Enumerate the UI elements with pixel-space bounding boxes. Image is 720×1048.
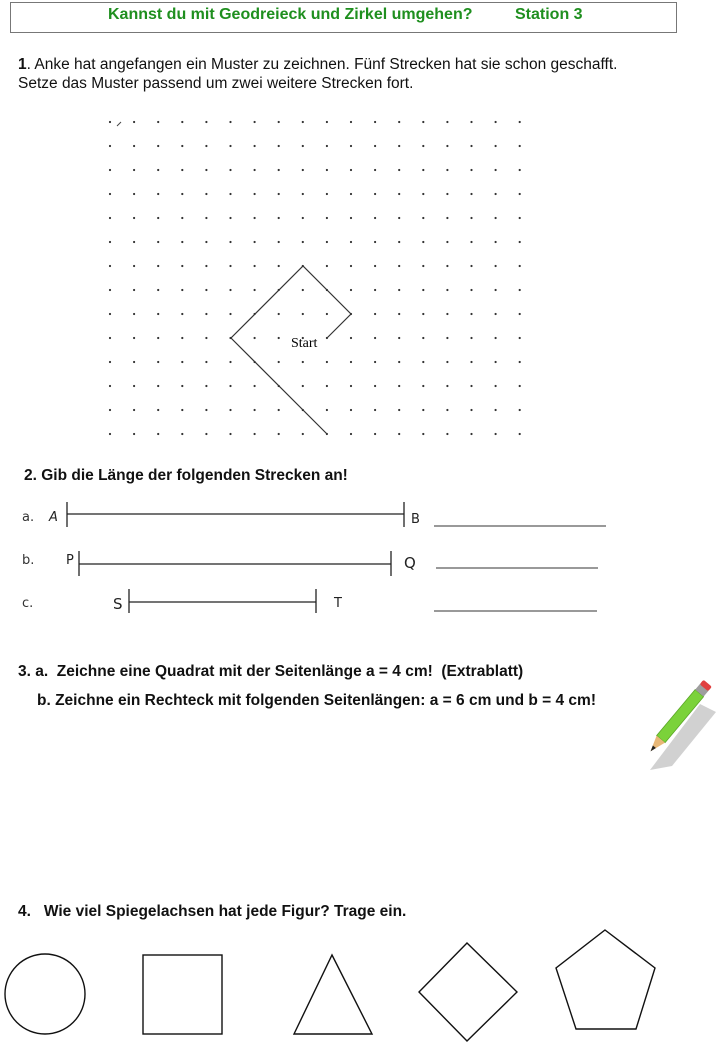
- grid-dot: [374, 193, 376, 195]
- grid-dot: [326, 145, 328, 147]
- grid-dot: [350, 145, 352, 147]
- grid-dot: [133, 193, 135, 195]
- grid-dot: [205, 217, 207, 219]
- grid-dot: [446, 361, 448, 363]
- grid-dot: [350, 361, 352, 363]
- segment-a: [67, 502, 404, 527]
- grid-dot: [205, 289, 207, 291]
- grid-dot: [470, 385, 472, 387]
- grid-dot: [374, 313, 376, 315]
- grid-dot: [229, 217, 231, 219]
- grid-dot: [519, 265, 521, 267]
- grid-dot: [254, 289, 256, 291]
- grid-dot: [350, 409, 352, 411]
- grid-dot: [326, 313, 328, 315]
- grid-dot: [157, 217, 159, 219]
- grid-dot: [157, 409, 159, 411]
- grid-dot: [109, 337, 111, 339]
- point-t-label: T: [334, 596, 342, 611]
- grid-dot: [109, 241, 111, 243]
- grid-dot: [109, 145, 111, 147]
- grid-dot: [181, 217, 183, 219]
- grid-dot: [350, 121, 352, 123]
- grid-dot: [181, 169, 183, 171]
- grid-dot: [495, 361, 497, 363]
- grid-dot: [350, 217, 352, 219]
- grid-dot: [470, 217, 472, 219]
- grid-dot: [326, 169, 328, 171]
- grid-dot: [229, 265, 231, 267]
- grid-dot: [302, 313, 304, 315]
- grid-dot: [181, 193, 183, 195]
- grid-dot: [374, 337, 376, 339]
- grid-dot: [133, 409, 135, 411]
- grid-dot: [326, 385, 328, 387]
- grid-dot: [350, 241, 352, 243]
- grid-dot: [422, 409, 424, 411]
- grid-dot: [181, 409, 183, 411]
- grid-dot: [326, 361, 328, 363]
- grid-dot: [157, 145, 159, 147]
- grid-dot: [157, 265, 159, 267]
- grid-dot: [109, 385, 111, 387]
- grid-dot: [374, 409, 376, 411]
- grid-dot: [205, 361, 207, 363]
- grid-dot: [229, 361, 231, 363]
- point-a-label: A: [49, 510, 58, 525]
- grid-dot: [302, 193, 304, 195]
- grid-dot: [133, 385, 135, 387]
- grid-dot: [205, 313, 207, 315]
- grid-dot: [470, 241, 472, 243]
- grid-dot: [157, 169, 159, 171]
- grid-dot: [133, 241, 135, 243]
- segment-a-item: a.: [22, 510, 35, 525]
- grid-dot: [398, 241, 400, 243]
- grid-dot: [205, 169, 207, 171]
- grid-dot: [350, 169, 352, 171]
- grid-dot: [446, 217, 448, 219]
- grid-dot: [422, 121, 424, 123]
- worksheet-title: Kannst du mit Geodreieck und Zirkel umgehen?: [108, 6, 473, 23]
- grid-dot: [519, 313, 521, 315]
- grid-dot: [470, 433, 472, 435]
- station-label: Station 3: [515, 6, 583, 23]
- grid-dot: [422, 313, 424, 315]
- grid-dot: [374, 241, 376, 243]
- grid-dot: [422, 193, 424, 195]
- grid-dot: [302, 361, 304, 363]
- grid-dot: [326, 241, 328, 243]
- grid-dot: [422, 169, 424, 171]
- grid-dot: [446, 193, 448, 195]
- grid-dot: [398, 409, 400, 411]
- task1-number: 1: [18, 56, 27, 73]
- grid-dot: [302, 241, 304, 243]
- segment-b-item: b.: [22, 553, 35, 568]
- grid-dot: [350, 265, 352, 267]
- grid-dot: [398, 361, 400, 363]
- grid-dot: [470, 145, 472, 147]
- grid-dot: [278, 193, 280, 195]
- shape-circle: [5, 954, 85, 1034]
- grid-dot: [302, 145, 304, 147]
- grid-dot: [495, 121, 497, 123]
- grid-dot: [470, 313, 472, 315]
- grid-dot: [254, 121, 256, 123]
- grid-dot: [157, 433, 159, 435]
- grid-dot: [109, 361, 111, 363]
- grid-dot: [398, 193, 400, 195]
- segment-c-item: c.: [22, 596, 34, 611]
- grid-dot: [495, 409, 497, 411]
- point-s-label: S: [113, 595, 123, 613]
- grid-dot: [278, 145, 280, 147]
- grid-dot: [495, 193, 497, 195]
- grid-dot: [133, 313, 135, 315]
- grid-dot: [229, 169, 231, 171]
- grid-dot: [133, 265, 135, 267]
- grid-dot: [470, 409, 472, 411]
- grid-dot: [350, 385, 352, 387]
- grid-dot: [398, 385, 400, 387]
- grid-dot: [495, 289, 497, 291]
- grid-dot: [133, 289, 135, 291]
- point-q-label: Q: [404, 554, 416, 572]
- task3b-text: b. Zeichne ein Rechteck mit folgenden Seitenlängen: a = 6 cm und b = 4 cm!: [37, 692, 596, 709]
- grid-dot: [422, 337, 424, 339]
- grid-dot: [350, 193, 352, 195]
- grid-dot: [470, 265, 472, 267]
- grid-dot: [157, 289, 159, 291]
- grid-dot: [398, 313, 400, 315]
- grid-dot: [326, 217, 328, 219]
- grid-dot: [278, 361, 280, 363]
- shape-square: [143, 955, 222, 1034]
- grid-dot: [302, 289, 304, 291]
- pencil-icon: [646, 680, 716, 770]
- grid-dot: [205, 337, 207, 339]
- grid-dot: [519, 193, 521, 195]
- grid-dot: [398, 337, 400, 339]
- grid-dot: [422, 433, 424, 435]
- grid-dot: [495, 145, 497, 147]
- grid-dot: [302, 169, 304, 171]
- grid-dot: [157, 313, 159, 315]
- grid-dot: [254, 337, 256, 339]
- grid-dot: [446, 289, 448, 291]
- grid-dot: [278, 265, 280, 267]
- grid-dot: [495, 337, 497, 339]
- grid-dot: [422, 145, 424, 147]
- grid-dot: [205, 121, 207, 123]
- grid-dot: [181, 145, 183, 147]
- grid-dot: [470, 169, 472, 171]
- grid-dot: [374, 289, 376, 291]
- grid-dot: [446, 241, 448, 243]
- task1-instruction: . Anke hat angefangen ein Muster zu zeichnen. Fünf Strecken hat sie schon geschafft. Setze das Muster passend um zwei weitere Strecken fort.: [18, 56, 618, 92]
- grid-dot: [302, 385, 304, 387]
- grid-dot: [181, 337, 183, 339]
- grid-dot: [398, 217, 400, 219]
- grid-dot: [374, 169, 376, 171]
- grid-dot: [495, 313, 497, 315]
- grid-dot: [446, 409, 448, 411]
- grid-dot: [519, 121, 521, 123]
- grid-dot: [446, 145, 448, 147]
- grid-dot: [254, 265, 256, 267]
- grid-dot: [205, 193, 207, 195]
- grid-dot: [157, 193, 159, 195]
- grid-dot: [254, 217, 256, 219]
- grid-dot: [374, 361, 376, 363]
- grid-dot: [205, 409, 207, 411]
- grid-dot: [205, 265, 207, 267]
- grid-dot: [229, 313, 231, 315]
- grid-dot: [398, 289, 400, 291]
- grid-dot: [229, 145, 231, 147]
- grid-dot: [495, 241, 497, 243]
- grid-dot: [157, 241, 159, 243]
- grid-dot: [254, 433, 256, 435]
- grid-dot: [278, 121, 280, 123]
- grid-dot: [422, 217, 424, 219]
- grid-dot: [470, 337, 472, 339]
- grid-dot: [470, 121, 472, 123]
- grid-dot: [157, 337, 159, 339]
- task4-heading: 4. Wie viel Spiegelachsen hat jede Figur? Trage ein.: [18, 903, 407, 920]
- grid-dot: [350, 337, 352, 339]
- grid-dot: [519, 385, 521, 387]
- shape-pentagon: [556, 930, 655, 1029]
- grid-dot: [109, 169, 111, 171]
- grid-dot: [446, 169, 448, 171]
- grid-dot: [519, 169, 521, 171]
- grid-dot: [398, 265, 400, 267]
- grid-dot: [446, 433, 448, 435]
- grid-dot: [181, 385, 183, 387]
- grid-dot: [278, 169, 280, 171]
- grid-dot: [157, 361, 159, 363]
- grid-dot: [495, 217, 497, 219]
- grid-dot: [133, 361, 135, 363]
- grid-dot: [229, 433, 231, 435]
- grid-dot: [133, 217, 135, 219]
- grid-dot: [254, 385, 256, 387]
- grid-dot: [181, 241, 183, 243]
- grid-dot: [181, 313, 183, 315]
- grid-dot: [181, 121, 183, 123]
- grid-dot: [205, 385, 207, 387]
- grid-dot: [302, 217, 304, 219]
- grid-dot: [326, 409, 328, 411]
- grid-dot: [205, 433, 207, 435]
- grid-dot: [254, 241, 256, 243]
- grid-dot: [470, 289, 472, 291]
- segment-c: [129, 589, 316, 613]
- grid-dot: [519, 289, 521, 291]
- shape-triangle: [294, 955, 372, 1034]
- grid-dot: [446, 385, 448, 387]
- grid-dot: [181, 361, 183, 363]
- task2-heading: 2. Gib die Länge der folgenden Strecken an!: [24, 467, 348, 484]
- grid-dot: [133, 145, 135, 147]
- grid-dot: [374, 385, 376, 387]
- grid-dot: [109, 289, 111, 291]
- grid-dot: [133, 433, 135, 435]
- grid-dot: [422, 385, 424, 387]
- grid-dot: [157, 121, 159, 123]
- grid-dot: [254, 145, 256, 147]
- grid-dot: [422, 265, 424, 267]
- grid-dot: [181, 289, 183, 291]
- grid-dot: [254, 193, 256, 195]
- grid-dot: [205, 145, 207, 147]
- task3a-text: 3. a. Zeichne eine Quadrat mit der Seitenlänge a = 4 cm! (Extrablatt): [18, 663, 524, 680]
- grid-dot: [495, 433, 497, 435]
- grid-dot: [278, 337, 280, 339]
- grid-dot: [350, 433, 352, 435]
- grid-dot: [374, 433, 376, 435]
- grid-dot: [519, 361, 521, 363]
- grid-dot: [519, 145, 521, 147]
- grid-dot: [109, 409, 111, 411]
- grid-dot: [109, 265, 111, 267]
- grid-dot: [133, 337, 135, 339]
- grid-dot: [302, 121, 304, 123]
- grid-dot: [109, 313, 111, 315]
- start-label: Start: [291, 336, 318, 351]
- grid-dot: [109, 217, 111, 219]
- grid-dot: [374, 121, 376, 123]
- grid-dot: [519, 241, 521, 243]
- grid-dot: [470, 361, 472, 363]
- point-p-label: P: [66, 553, 74, 568]
- grid-dot: [326, 265, 328, 267]
- stray-mark: [117, 122, 121, 126]
- grid-dot: [326, 193, 328, 195]
- grid-dot: [422, 241, 424, 243]
- grid-dot: [374, 145, 376, 147]
- grid-dot: [398, 169, 400, 171]
- grid-dot: [422, 361, 424, 363]
- grid-dot: [229, 289, 231, 291]
- grid-dot: [229, 193, 231, 195]
- grid-dot: [350, 289, 352, 291]
- grid-dot: [157, 385, 159, 387]
- grid-dot: [133, 169, 135, 171]
- grid-dot: [446, 121, 448, 123]
- grid-dot: [181, 265, 183, 267]
- grid-dot: [398, 433, 400, 435]
- grid-dot: [398, 145, 400, 147]
- grid-dot: [422, 289, 424, 291]
- grid-dot: [446, 265, 448, 267]
- grid-dot: [519, 217, 521, 219]
- grid-dot: [374, 265, 376, 267]
- grid-dot: [278, 313, 280, 315]
- grid-dot: [133, 121, 135, 123]
- grid-dot: [519, 337, 521, 339]
- grid-dot: [229, 385, 231, 387]
- grid-dot: [519, 433, 521, 435]
- grid-dot: [229, 241, 231, 243]
- grid-dot: [446, 313, 448, 315]
- grid-dot: [229, 121, 231, 123]
- grid-dot: [205, 241, 207, 243]
- grid-dot: [109, 433, 111, 435]
- segment-b: [79, 551, 391, 576]
- grid-dot: [302, 433, 304, 435]
- grid-dot: [278, 433, 280, 435]
- grid-dot: [278, 217, 280, 219]
- grid-dot: [254, 169, 256, 171]
- shape-rhombus: [419, 943, 517, 1041]
- grid-dot: [109, 193, 111, 195]
- grid-dot: [446, 337, 448, 339]
- point-b-label: B: [411, 512, 420, 527]
- grid-dot: [495, 265, 497, 267]
- grid-dot: [181, 433, 183, 435]
- grid-dot: [254, 409, 256, 411]
- grid-dot: [519, 409, 521, 411]
- grid-dot: [278, 409, 280, 411]
- grid-dot: [278, 241, 280, 243]
- grid-dot: [229, 409, 231, 411]
- grid-dot: [495, 169, 497, 171]
- grid-dot: [470, 193, 472, 195]
- grid-dot: [326, 121, 328, 123]
- grid-dot: [398, 121, 400, 123]
- grid-dot: [374, 217, 376, 219]
- grid-dot: [109, 121, 111, 123]
- grid-dot: [495, 385, 497, 387]
